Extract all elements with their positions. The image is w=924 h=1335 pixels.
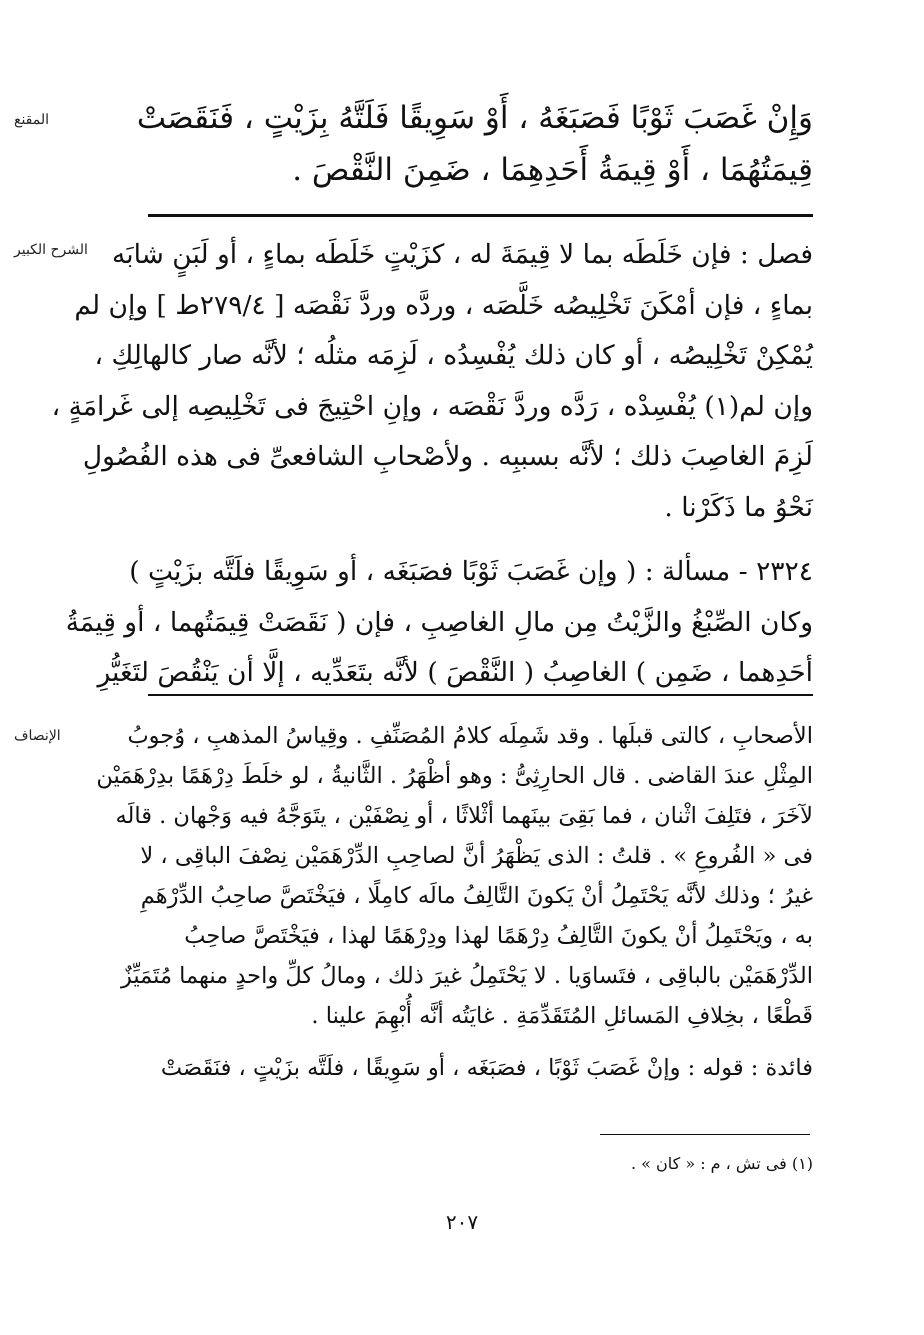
insaf-line: فائدة : قوله : وإنْ غَصَبَ ثَوْبًا ، فصَبَغَه ، أو سَوِيقًا ، فلَتَّه بزَيْتٍ ، فنَقَصَتْ xyxy=(160,1055,813,1081)
sharh-line: بماءٍ ، فإن أمْكَنَ تَخْلِيصُه خَلَّصَه ، وردَّه وردَّ نَقْصَه [ ٢٧٩/٤ط ] وإن لم xyxy=(74,289,813,321)
sharh-line: ٢٣٢٤ - مسألة : ( وإن غَصَبَ ثَوْبًا فصَبَغَه ، أو سَوِيقًا فلَتَّه بزَيْتٍ ) xyxy=(129,556,813,587)
muqni-line: قِيمَتُهُمَا ، أَوْ قِيمَةُ أَحَدِهِمَا ، ضَمِنَ النَّقْصَ . xyxy=(292,152,813,188)
section-divider-thin xyxy=(148,694,813,696)
sharh-line: وكان الصِّبْغُ والزَّيْتُ مِن مالِ الغاصِبِ ، فإن ( نَقَصَتْ قِيمَتُهما ، أو قِيمَةُ xyxy=(65,606,813,638)
insaf-line: الدِّرْهَمَيْن بالباقِى ، فتَساوَيا . لا يَحْتَمِلُ غيرَ ذلك ، ومالُ كلِّ واحدٍ منهما مُتَمَيِّزٌ xyxy=(120,963,813,989)
sharh-line: يُمْكِنْ تَخْلِيصُه ، أو كان ذلك يُفْسِدُه ، لَزِمَه مثلُه ؛ لأنَّه صار كالهالِكِ ، xyxy=(94,340,813,371)
footnote: (١) فى تش ، م : « كان » . xyxy=(630,1154,813,1173)
insaf-line: المِثْلِ عندَ القاضى . قال الحارِثِىُّ : وهو أظْهَرُ . الثَّانيةُ ، لو خلَطَ دِرْهَمًا بدِرْهَمَيْن xyxy=(96,763,813,789)
section-divider-thick xyxy=(148,214,813,217)
insaf-line: غيرُ ؛ وذلك لأنَّه يَحْتَمِلُ أنْ يَكونَ التَّالِفُ مالَه كامِلًا ، فيَخْتَصَّ صاحِبُ الدِّرْهَمِ xyxy=(140,883,813,909)
insaf-line: الأصحابِ ، كالتى قبلَها . وقد شَمِلَه كلامُ المُصَنِّفِ . وقِياسُ المذهبِ ، وُجوبُ xyxy=(127,723,813,749)
sharh-line: فصل : فإن خَلَطَه بما لا قِيمَةَ له ، كزَيْتٍ خَلَطَه بماءٍ ، أو لَبَنٍ شابَه xyxy=(112,239,813,270)
insaf-line: به ، ويَحْتَمِلُ أنْ يكونَ التَّالِفُ دِرْهَمًا لهذا ودِرْهَمًا لهذا ، فيَخْتَصَّ صاحِبُ xyxy=(184,923,813,949)
sharh-line: وإن لم(١) يُفْسِدْه ، رَدَّه وردَّ نَقْصَه ، وإنِ احْتِيجَ فى تَخْلِيصِه إلى غَرامَةٍ ، xyxy=(51,390,813,422)
footnote-rule xyxy=(600,1134,810,1135)
sharh-line: نَحْوُ ما ذَكَرْنا . xyxy=(664,491,813,523)
section-label-insaf: الإنصاف xyxy=(14,728,61,744)
insaf-line: لآخَرَ ، فتَلِفَ اثْنان ، فما بَقِىَ بينَهما أثْلاثًا ، أو نِصْفَيْن ، يتَوَجَّهُ فيه وَجْهان . قالَه xyxy=(115,803,813,829)
section-label-sharh: الشرح الكبير xyxy=(14,242,88,258)
muqni-line: وَإِنْ غَصَبَ ثَوْبًا فَصَبَغَهُ ، أَوْ سَوِيقًا فَلَتَّهُ بِزَيْتٍ ، فَنَقَصَتْ xyxy=(136,100,813,136)
muqni-text xyxy=(136,92,813,196)
sharh-line: لَزِمَ الغاصِبَ ذلك ؛ لأنَّه بسببِه . ولأصْحابِ الشافعىِّ فى هذه الفُصُولِ xyxy=(82,441,813,472)
insaf-text xyxy=(96,716,813,1088)
sharh-line: أحَدِهما ، ضَمِن ) الغاصِبُ ( النَّقْصَ ) لأنَّه بتَعَدِّيه ، إلَّا أن يَنْقُصَ لتَغَيُّرِ xyxy=(97,657,813,688)
page-number: ٢٠٧ xyxy=(445,1210,479,1234)
insaf-line: قَطْعًا ، بخِلافِ المَسائلِ المُتَقَدِّمَةِ . غايَتُه أنَّه أُبْهِمَ علينا . xyxy=(311,1003,813,1029)
insaf-line: فى « الفُروعِ » . قلتُ : الذى يَظْهَرُ أنَّ لصاحِبِ الدِّرْهَمَيْن نِصْفَ الباقِى ، لا xyxy=(140,843,813,869)
section-label-muqni: المقنع xyxy=(14,112,50,128)
